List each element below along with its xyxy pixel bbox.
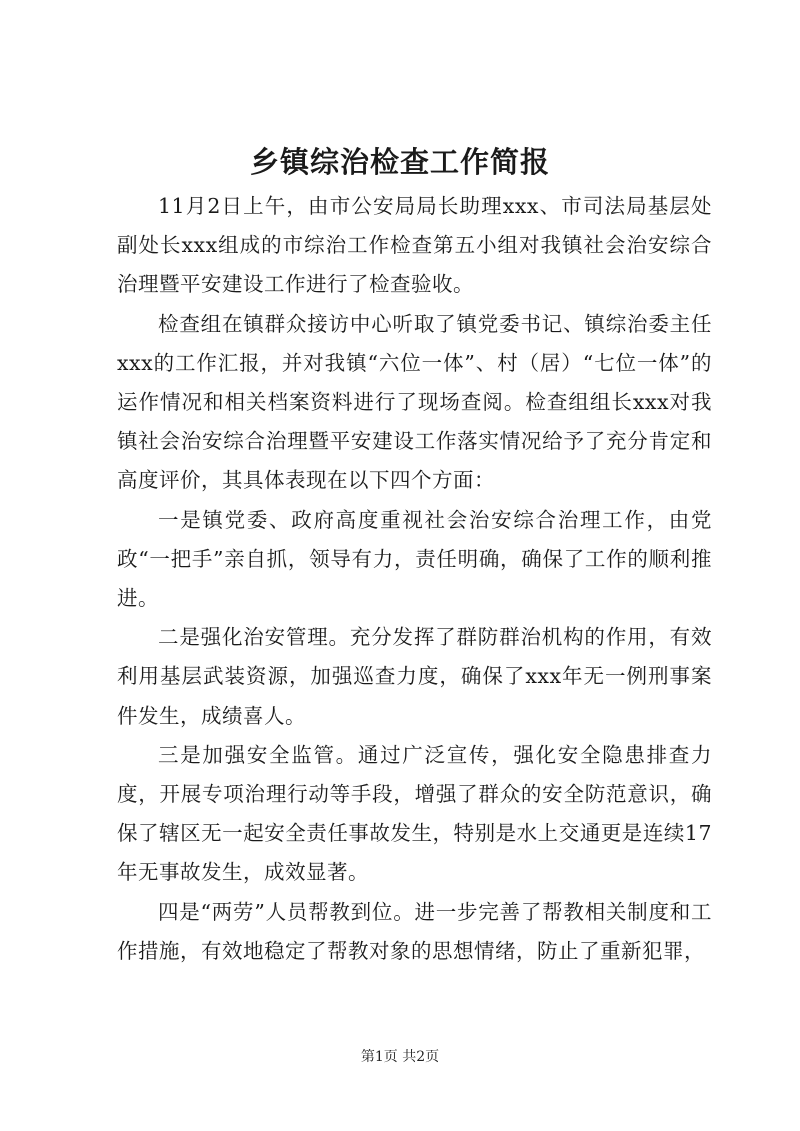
document-title: 乡镇综治检查工作简报: [249, 145, 550, 179]
document-body: [117, 187, 712, 971]
paragraph-6: 四是“两劳”人员帮教到位。进一步完善了帮教相关制度和工作措施，有效地稳定了帮教对象的思想情绪，防止了重新犯罪，: [117, 899, 712, 963]
paragraph-5: 三是加强安全监管。通过广泛宣传，强化安全隐患排查力度，开展专项治理行动等手段，增强了群众的安全防范意识，确保了辖区无一起安全责任事故发生，特别是水上交通更是连续17年无事故发生，成效显著。: [117, 742, 712, 885]
page-number-footer: 第1页 共2页: [360, 1049, 440, 1065]
paragraph-1: 11月2日上午，由市公安局局长助理xxx、市司法局基层处副处长xxx组成的市综治工作检查第五小组对我镇社会治安综合治理暨平安建设工作进行了检查验收。: [117, 194, 712, 297]
paragraph-2: 检查组在镇群众接访中心听取了镇党委书记、镇综治委主任xxx的工作汇报，并对我镇“六位一体”、村（居）“七位一体”的运作情况和相关档案资料进行了现场查阅。检查组组长xxx对我镇社会治安综合治理暨平安建设工作落实情况给予了充分肯定和高度评价，其具体表现在以下四个方面：: [117, 311, 712, 493]
paragraph-4: 二是强化治安管理。充分发挥了群防群治机构的作用，有效利用基层武装资源，加强巡查力度，确保了xxx年无一例刑事案件发生，成绩喜人。: [117, 625, 712, 728]
paragraph-3: 一是镇党委、政府高度重视社会治安综合治理工作，由党政“一把手”亲自抓，领导有力，责任明确，确保了工作的顺利推进。: [117, 507, 712, 611]
